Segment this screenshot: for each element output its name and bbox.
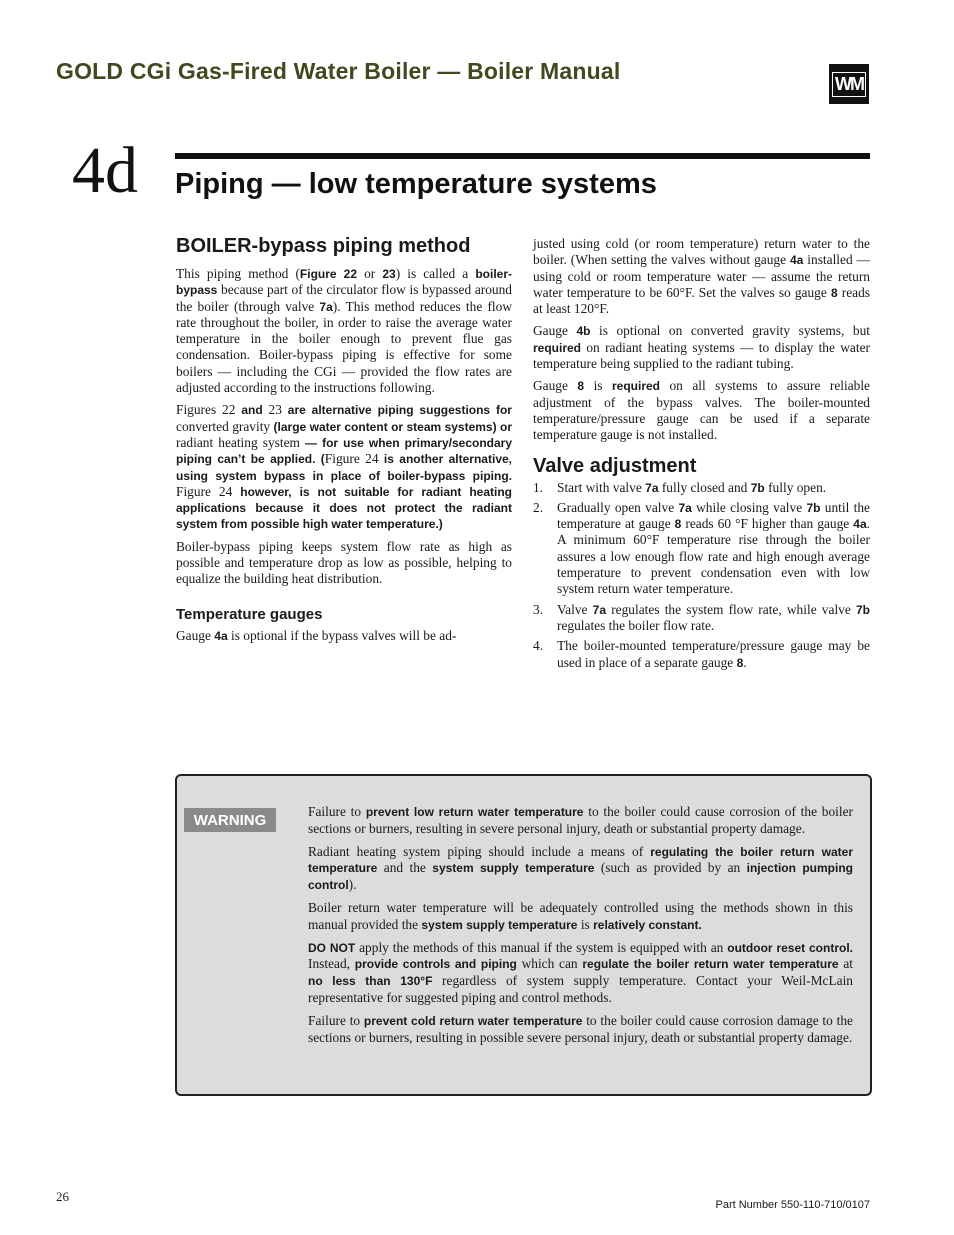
gauges-paragraph-2: justed using cold (or room temperature) return water to the boiler. (When setting the valves without gauge 4a installed — using cold or room temperature water — assume the return water temperature to be 60°F. Set the valves so gauge 8 reads at least 120°F.: [533, 236, 870, 317]
bold-term: injection pumping control: [308, 861, 854, 893]
valve-step: [533, 638, 870, 671]
bold-term: 8: [674, 517, 682, 532]
part-number: Part Number 550-110-710/0107: [715, 1199, 870, 1211]
temperature-gauges-heading: Temperature gauges: [176, 605, 323, 623]
bypass-heading: BOILER-bypass piping method: [176, 235, 471, 257]
bold-term: 7a: [645, 480, 659, 495]
bold-term: — for use when primary/secondary piping can’t be applied. (: [176, 435, 512, 467]
warning-paragraph: Boiler return water temperature will be adequately controlled using the methods shown in this manual provided the system supply temperature is relatively constant.: [308, 899, 853, 932]
warning-text: [308, 804, 853, 1052]
warning-paragraph: Failure to prevent cold return water temperature to the boiler could cause corrosion damage to the sections or burners, resulting in possible severe personal injury, death or substantial property damage.: [308, 1012, 853, 1045]
bold-term: 4a: [853, 517, 867, 532]
bypass-paragraph-2: Figures 22 and 23 are alternative piping suggestions for converted gravity (large water content or steam systems) or radiant heating system — for use when primary/secondary piping can’t be applied. (Figure 24 is another alternative, using system bypass in place of boiler-bypass piping. Figure 24 however, is not suitable for radiant heating applications because it does not protect the radiant system from possible high water temperature.): [176, 402, 512, 532]
bold-term: 4a: [214, 628, 228, 643]
bold-term: relatively constant.: [593, 917, 702, 932]
bold-term: no less than 130°F: [308, 974, 433, 989]
step-text: Valve 7a regulates the system flow rate, while valve 7b regulates the boiler flow rate.: [557, 601, 870, 633]
bold-term: 7a: [319, 299, 333, 314]
valve-step: [533, 500, 870, 598]
bold-term: Figure 22: [299, 267, 357, 281]
bold-term: outdoor reset control.: [727, 940, 854, 955]
bold-term: regulating the boiler return water temperature: [308, 844, 854, 876]
bold-term: 8: [830, 285, 838, 300]
bold-term: 7a: [592, 602, 607, 617]
bold-term: is another alternative, using system bypass in place of boiler-bypass piping.: [176, 452, 512, 483]
bypass-paragraph-1: This piping method (Figure 22 or 23) is called a boiler-bypass because part of the circulator flow is bypassed around the boiler (through valve 7a). This method reduces the flow rate throughout the boiler, in order to raise the average water temperature in the boiler enough to prevent flue gas condensation. Boiler-bypass piping is effective for some boilers — including the CGi — provided the flow rates are adjusted according to the instructions following.: [176, 266, 512, 396]
bold-term: DO NOT: [308, 940, 356, 955]
bold-term: 7b: [806, 500, 821, 515]
manual-title: GOLD CGi Gas-Fired Water Boiler — Boiler Manual: [56, 58, 621, 84]
bold-term: system supply temperature: [421, 917, 578, 932]
valve-step: [533, 602, 870, 635]
bold-term: and: [235, 403, 269, 418]
bold-term: 7b: [855, 602, 870, 617]
warning-badge: WARNING: [184, 808, 276, 832]
bold-term: 8: [577, 379, 585, 394]
bold-term: prevent cold return water temperature: [363, 1013, 583, 1028]
page-number: 26: [56, 1189, 69, 1204]
right-column: [533, 236, 870, 675]
bold-term: prevent low return water temperature: [365, 805, 584, 819]
gauges-paragraph-3: Gauge 4b is optional on converted gravity systems, but required on radiant heating systems — to display the water temperature being supplied to the radiant tubing.: [533, 323, 870, 372]
warning-paragraph: Failure to prevent low return water temperature to the boiler could cause corrosion of the boiler sections or burners, resulting in severe personal injury, death or substantial property damage.: [308, 804, 853, 836]
gauges-paragraph-1: Gauge 4a is optional if the bypass valves will be ad-: [176, 627, 457, 643]
bold-term: 4a: [790, 253, 804, 268]
valve-step: [533, 480, 870, 496]
section-number: 4d: [72, 134, 138, 207]
bold-term: provide controls and piping: [354, 957, 517, 972]
bold-term: 23: [382, 267, 396, 281]
warning-paragraph: Radiant heating system piping should include a means of regulating the boiler return water temperature and the system supply temperature (such as provided by an injection pumping control).: [308, 843, 854, 893]
step-number: 3.: [533, 601, 544, 617]
bold-term: boiler-bypass: [176, 267, 512, 298]
step-number: 4.: [533, 638, 544, 654]
bold-term: 8: [736, 655, 744, 670]
bold-term: are alternative piping suggestions for: [281, 403, 512, 418]
gauges-paragraph-4: Gauge 8 is required on all systems to assure reliable adjustment of the bypass valves. The boiler-mounted temperature/pressure gauge can be used if a separate temperature gauge is not installed.: [533, 378, 871, 443]
bold-term: system supply temperature: [432, 861, 595, 876]
bold-term: 4b: [576, 324, 591, 339]
bold-term: required: [533, 340, 582, 355]
warning-paragraph: DO NOT apply the methods of this manual if the system is equipped with an outdoor reset control. Instead, provide controls and piping which can regulate the boiler return water temperature at no less than 130°F regardless of system supply temperature. Contact your Weil-McLain representative for suggested piping and control methods.: [308, 939, 854, 1005]
left-column: [176, 234, 512, 650]
bold-term: (large water content or steam systems) or: [270, 419, 512, 434]
step-number: 2.: [533, 499, 544, 515]
step-number: 1.: [533, 479, 544, 495]
step-text: Gradually open valve 7a while closing valve 7b until the temperature at gauge 8 reads 60 °F higher than gauge 4a. A minimum 60°F temperature rise through the boiler assures a low enough flow rate and high enough average temperature to prevent condensation even with low system return water temperature.: [557, 499, 870, 597]
bold-term: required: [611, 379, 660, 394]
weil-mclain-logo: WM: [829, 64, 869, 104]
valve-steps-list: [533, 480, 870, 671]
step-text: Start with valve 7a fully closed and 7b fully open.: [557, 479, 827, 495]
section-divider: [175, 153, 870, 159]
bold-term: 7a: [678, 500, 692, 515]
bold-term: regulate the boiler return water temperature: [582, 957, 839, 972]
bold-term: 7b: [750, 480, 765, 495]
bold-term: however, is not suitable for radiant heating applications because it does not protect the radiant system from possible high water temperature.): [176, 484, 512, 532]
section-title: Piping — low temperature systems: [175, 168, 657, 200]
valve-adjustment-heading: Valve adjustment: [533, 454, 697, 477]
bypass-paragraph-3: Boiler-bypass piping keeps system flow rate as high as possible and temperature drop as low as possible, helping to equalize the building heat distribution.: [176, 538, 512, 587]
step-text: The boiler-mounted temperature/pressure gauge may be used in place of a separate gauge 8.: [557, 638, 870, 670]
